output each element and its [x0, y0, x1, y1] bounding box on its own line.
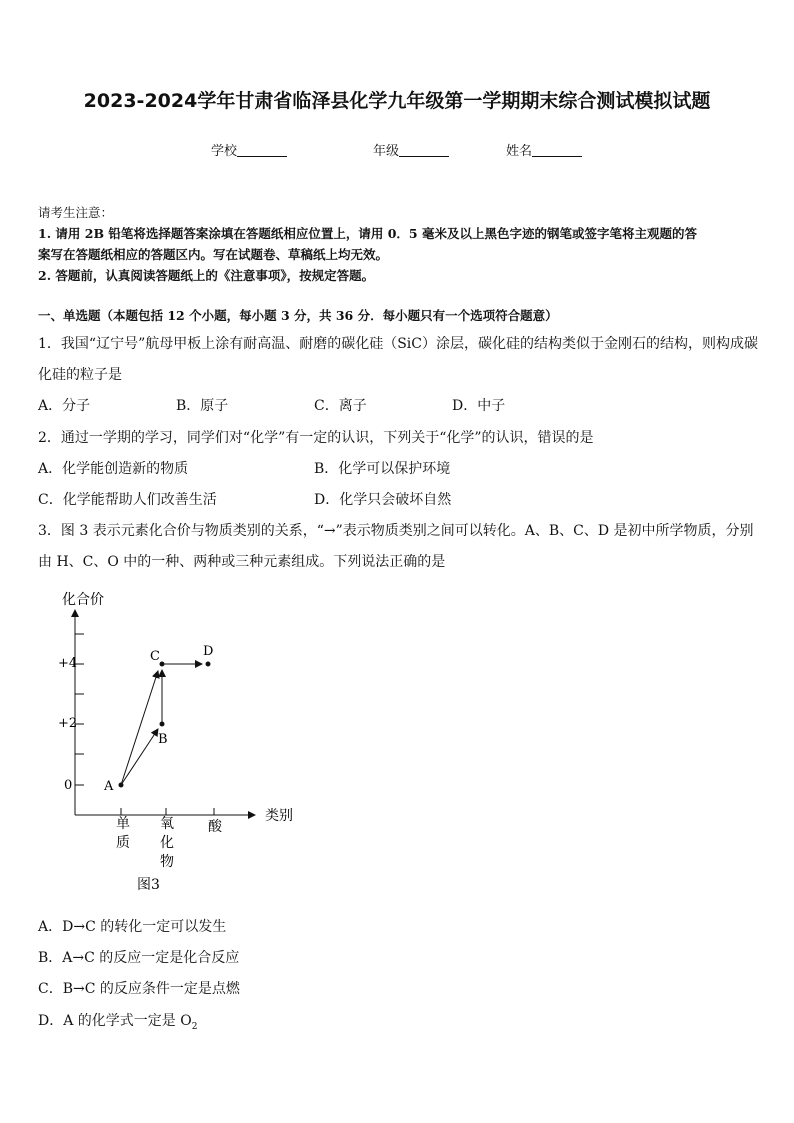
point-c — [160, 662, 165, 667]
school-blank — [237, 143, 287, 157]
q2-option-a: A．化学能创造新的物质 — [38, 461, 189, 477]
figure-caption: 图3 — [137, 877, 160, 893]
q3-option-a: A．D→C 的转化一定可以发生 — [38, 919, 227, 935]
q2-option-d: D．化学只会破坏自然 — [314, 492, 452, 508]
x-category-label-element: 质 — [116, 835, 130, 851]
notice-item-2: 2. 答题前，认真阅读答题纸上的《注意事项》，按规定答题。 — [38, 268, 375, 283]
name-blank — [532, 143, 582, 157]
grade-field — [373, 140, 449, 159]
q3-option-d-text: D．A 的化学式一定是 O — [38, 1013, 192, 1029]
grade-blank — [399, 143, 449, 157]
q1-option-b: B．原子 — [176, 398, 229, 414]
point-label-b: B — [158, 732, 168, 747]
y-tick-label-plus2: +2 — [58, 716, 78, 731]
name-label: 姓名 — [506, 144, 533, 159]
school-label: 学校 — [211, 144, 238, 159]
x-category-label-element: 单 — [116, 816, 130, 832]
q2-option-b: B．化学可以保护环境 — [314, 461, 451, 477]
notice-item-1-line-1: 1. 请用 2B 铅笔将选择题答案涂填在答题纸相应位置上，请用 0．5 毫米及以上黑色字迹的钢笔或签字笔将主观题的答 — [38, 226, 697, 241]
notice-item-1-line-2: 案写在答题纸相应的答题区内。写在试题卷、草稿纸上均无效。 — [38, 247, 389, 262]
q3-option-d-subscript: 2 — [191, 1021, 198, 1032]
y-tick-label-plus4: +4 — [58, 656, 78, 671]
q2-option-c: C．化学能帮助人们改善生活 — [38, 492, 217, 508]
x-axis-label: 类别 — [265, 808, 293, 824]
x-category-label-oxide: 物 — [160, 854, 174, 870]
x-category-label-acid: 酸 — [208, 819, 222, 835]
point-a — [119, 783, 124, 788]
notice-heading: 请考生注意： — [38, 205, 114, 220]
q1-option-a: A．分子 — [38, 398, 91, 414]
point-label-a: A — [104, 779, 114, 794]
figure-3-diagram — [0, 580, 340, 900]
q3-stem-line-2: 由 H、C、O 中的一种、两种或三种元素组成。下列说法正确的是 — [38, 554, 446, 570]
q3-stem-line-1: 3．图 3 表示元素化合价与物质类别的关系，“→”表示物质类别之间可以转化。A、B、C、D 是初中所学物质，分别 — [38, 523, 754, 539]
point-label-c: C — [150, 649, 160, 664]
point-d — [206, 662, 211, 667]
q3-option-b: B．A→C 的反应一定是化合反应 — [38, 950, 240, 966]
y-tick-label-zero: 0 — [64, 778, 73, 793]
x-category-label-oxide: 氧 — [160, 816, 174, 832]
name-field — [506, 140, 582, 159]
point-b — [160, 722, 165, 727]
arrow-a-to-c — [121, 671, 158, 785]
point-label-d: D — [203, 644, 214, 659]
q1-option-d: D．中子 — [452, 398, 506, 414]
x-category-label-oxide: 化 — [160, 835, 174, 851]
school-field — [211, 140, 287, 159]
q1-stem-line-2: 化硅的粒子是 — [38, 367, 122, 383]
q3-option-d — [38, 1010, 197, 1032]
section-heading: 一、单选题（本题包括 12 个小题，每小题 3 分，共 36 分．每小题只有一个选项符合题意） — [38, 308, 558, 323]
q1-stem-line-1: 1．我国“辽宁号”航母甲板上涂有耐高温、耐磨的碳化硅（SiC）涂层，碳化硅的结构类似于金刚石的结构，则构成碳 — [38, 336, 758, 352]
q1-option-c: C．离子 — [314, 398, 367, 414]
page-title: 2023-2024学年甘肃省临泽县化学九年级第一学期期末综合测试模拟试题 — [83, 90, 711, 112]
arrow-a-to-b — [121, 729, 158, 785]
y-axis-label: 化合价 — [62, 592, 104, 608]
grade-label: 年级 — [373, 144, 400, 159]
q3-option-c: C．B→C 的反应条件一定是点燃 — [38, 981, 240, 997]
q2-stem: 2．通过一学期的学习，同学们对“化学”有一定的认识，下列关于“化学”的认识，错误的是 — [38, 430, 594, 446]
